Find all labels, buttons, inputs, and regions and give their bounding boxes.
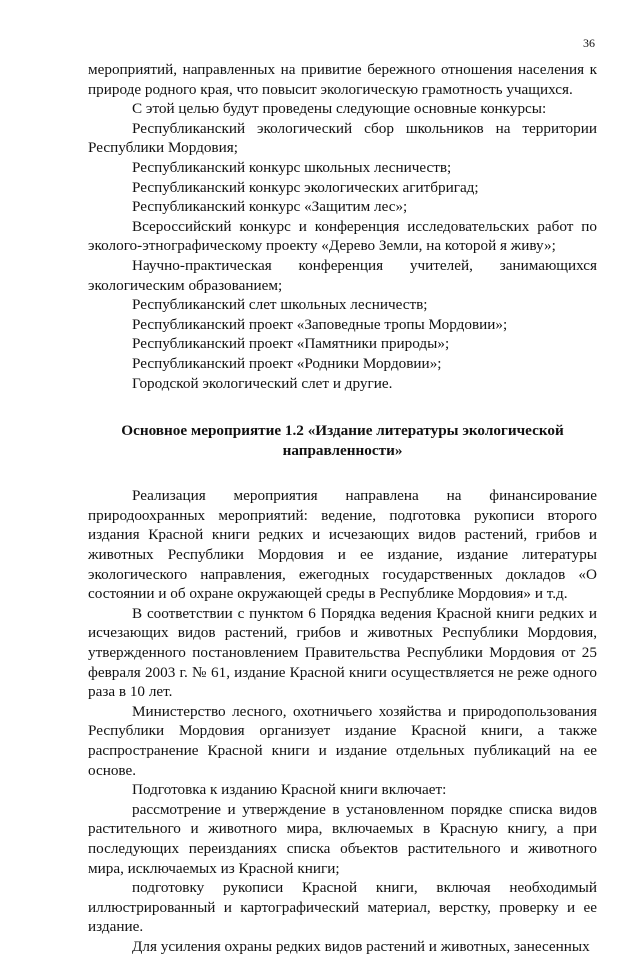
paragraph-body: рассмотрение и утверждение в установленном порядке списка видов растительного и животного мира, включаемых в Красную книгу, а при последующих переизданиях списка объектов растительного и животного мира, исключаемых из Красной книги; <box>88 800 597 877</box>
document-page <box>88 40 597 957</box>
document-content <box>88 60 597 957</box>
paragraph-body: Реализация мероприятия направлена на финансирование природоохранных мероприятий: ведение, подготовка рукописи второго издания Красной книги редких и исчезающих видов растений, грибов и животных Республики Мордовия и ее издание, издание литературы экологического направления, ежегодных государственных докладов «О состоянии и об охране окружающей среды в Республике Мордовия» и т.д. <box>88 487 597 603</box>
list-item-contest: Республиканский проект «Заповедные тропы Мордовии»; <box>132 315 508 333</box>
paragraph-body: подготовку рукописи Красной книги, включая необходимый иллюстрированный и картографический материал, верстку, проверку и ее издание. <box>88 879 597 936</box>
paragraph-contests-lead: С этой целью будут проведены следующие основные конкурсы: <box>132 100 547 118</box>
paragraph-intro-continuation: мероприятий, направленных на привитие бережного отношения населения к природе родного края, что повысит экологическую грамотность учащихся. <box>88 61 597 98</box>
list-item-contest: Научно-практическая конференция учителей, занимающихся экологическим образованием; <box>88 256 597 294</box>
paragraph-body: Министерство лесного, охотничьего хозяйства и природопользования Республики Мордовия организует издание Красной книги, а также распространение Красной книги и издание отдельных публикаций на ее основе. <box>88 702 597 779</box>
list-item-contest: Городской экологический слет и другие. <box>132 374 393 392</box>
list-item-contest: Республиканский конкурс «Защитим лес»; <box>132 198 408 216</box>
paragraph-body: В соответствии с пунктом 6 Порядка ведения Красной книги редких и исчезающих видов растений, грибов и животных Республики Мордовия, утвержденного постановлением Правительства Республики Мордовия от 25 февраля 2003 г. № 61, издание Красной книги осуществляется не реже одного раза в 10 лет. <box>88 604 597 701</box>
page-number: 36 <box>583 36 595 50</box>
list-item-contest: Всероссийский конкурс и конференция исследовательских работ по эколого-этнографическому проекту «Дерево Земли, на которой я живу»; <box>88 217 597 255</box>
list-item-contest: Республиканский слет школьных лесничеств; <box>132 296 428 314</box>
paragraph-body: Подготовка к изданию Красной книги включает: <box>132 781 447 799</box>
list-item-contest: Республиканский экологический сбор школьников на территории Республики Мордовия; <box>88 119 597 157</box>
paragraph-body: Для усиления охраны редких видов растений и животных, занесенных <box>132 937 590 955</box>
list-item-contest: Республиканский конкурс экологических агитбригад; <box>132 178 479 196</box>
section-heading: Основное мероприятие 1.2 «Издание литературы экологической направленности» <box>121 422 564 459</box>
list-item-contest: Республиканский конкурс школьных лесничеств; <box>132 158 452 176</box>
list-item-contest: Республиканский проект «Родники Мордовии»; <box>132 354 442 372</box>
list-item-contest: Республиканский проект «Памятники природы»; <box>132 335 450 353</box>
